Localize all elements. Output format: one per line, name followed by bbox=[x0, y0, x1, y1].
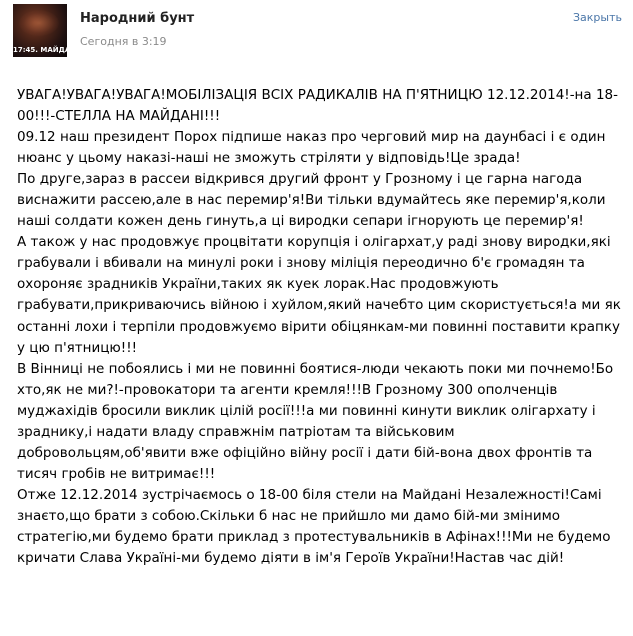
post-text bbox=[17, 85, 622, 569]
post-paragraph: В Вінниці не побоялись і ми не повинні боятися-люди чекають поки ми почнемо!Бо хто,як не ми?!-провокатори та агенти кремля!!!В Грозному 300 ополченців муджахідів бросили виклик цілій росії!!!а ми повинні кинути виклик олігархату і зраднику,і надати владу справжнім патріотам та військовим добровольцям,об'явити вже офіційно війну росії і дати бій-вона двох фронтів та тисяч гробів не витримає!!! bbox=[17, 360, 614, 482]
post-paragraph: 09.12 наш президент Порох підпише наказ про черговий мир на даунбасі і є один нюанс у цьому наказі-наші не зможуть стріляти у відповідь!Це зрада! bbox=[17, 129, 606, 167]
group-avatar[interactable] bbox=[13, 4, 77, 57]
avatar-caption: 17:45. МАЙДАН bbox=[13, 46, 77, 54]
post-paragraph: А також у нас продовжує процвітати корупція і олігархат,у раді знову виродки,які грабували і вбивали на минулі роки і знову міліція переодично б'є громадян та охороняє зрадників України,таких як куек лорак.Нас продовжують грабувати,прикриваючись війною і хуйлом,який начебто цим скористується!а ми як останні лохи і терпіли продовжуємо вірити обіцянкам-ми повинні поставити крапку у цю п'ятницю!!! bbox=[17, 234, 621, 356]
avatar-smoke-decoration bbox=[19, 10, 59, 36]
post-paragraph: По друге,зараз в рассеи відкрився другий фронт у Грозному і це гарна нагода виснажити рассею,але в нас перемир'я!Ви тільки вдумайтесь яке перемир'я,коли наші солдати кожен день гинуть,а ці виродки сепари ігнорують це перемир'я! bbox=[17, 171, 606, 230]
post-header bbox=[0, 0, 633, 68]
post-paragraph-heading: УВАГА!УВАГА!УВАГА!МОБІЛІЗАЦІЯ ВСІХ РАДИКАЛІВ НА П'ЯТНИЦЮ 12.12.2014!-на 18-00!!!-СТЕЛЛА НА МАЙДАНІ!!! bbox=[17, 87, 619, 125]
group-name[interactable]: Народний бунт bbox=[80, 11, 195, 26]
post-paragraph: Отже 12.12.2014 зустрічаємось о 18-00 біля стели на Майдані Незалежності!Самі знаєто,що брати з собою.Скільки б нас не прийшло ми дамо бій-ми змінимо стратегію,ми будемо брати приклад з протестувальників в Афінах!!!Ми не будемо кричати Слава Україні-ми будемо діяти в ім'я Героїв України!Настав час дій! bbox=[17, 486, 611, 567]
close-button[interactable]: Закрыть bbox=[573, 11, 622, 24]
post-timestamp[interactable]: Сегодня в 3:19 bbox=[80, 35, 167, 48]
